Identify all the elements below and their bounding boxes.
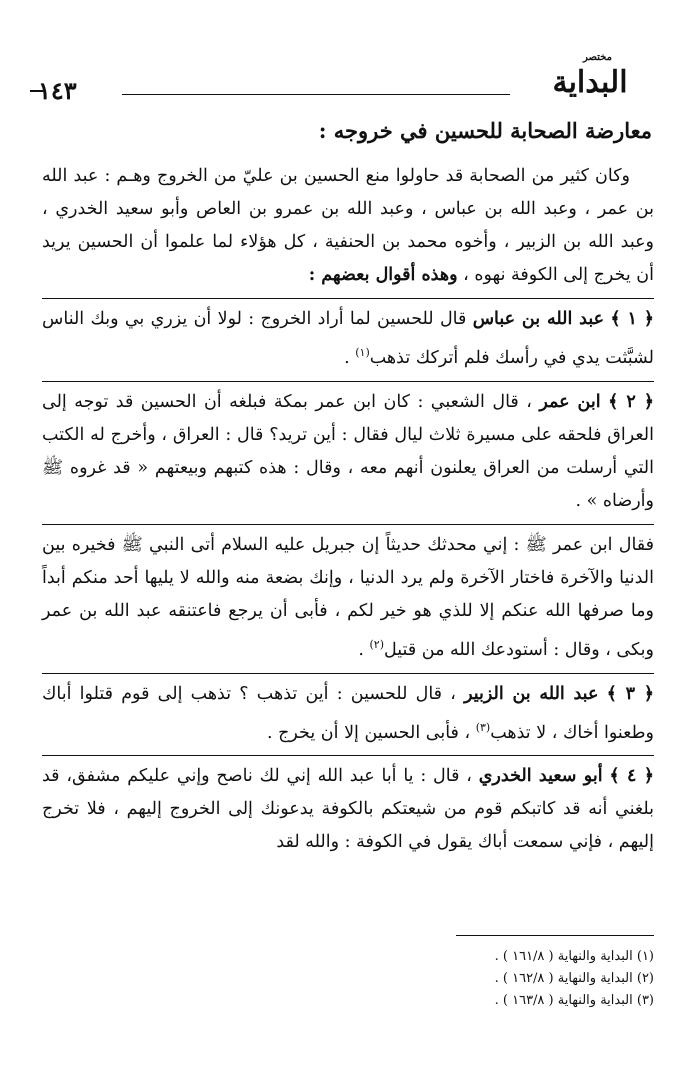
section-title: معارضة الصحابة للحسين في خروجه :: [318, 118, 652, 143]
footnote: (٣) البداية والنهاية ( ١٦٣/٨ ) .: [494, 993, 654, 1008]
item-4: [42, 760, 654, 859]
ibn-umar-paragraph: فقال ابن عمر ﷺ : إني محدثك حديثاً إن جبريل عليه السلام أتى النبي ﷺ فخيره بين الدنيا والآخرة فاختار الآخرة ولم يرد الدنيا ، وإنك بضعة منه والله لا يليها أحد منكم أبداً وما صرفها الله عنكم إلا للذي هو خير لكم ، فأبى أن يرجع فاعتنقه عبد الله بن عمر وبكى ، وقال : أستودعك الله من قتيل$^{(٢)}$ .: [42, 534, 654, 660]
item-text: قال للحسين لما أراد الخروج : لولا أن يزري بي وبك الناس لشبَّثت يدي في رأسك فلم أتركك تذهب: [42, 309, 654, 368]
item-2: [42, 386, 654, 518]
intro-text: وكان كثير من الصحابة قد حاولوا منع الحسين بن عليّ من الخروج وهـم : عبد الله بن عمر ، وعبد الله بن عباس ، وعبد الله بن عمرو بن العاص وأبو سعيد الخدري ، وعبد الله بن الزبير ، وأخوه محمد بن الحنفية ، كل هؤلاء لما علموا أن الحسين يريد أن يخرج إلى الكوفة نهوه ،: [42, 166, 654, 285]
item-marker: ﴿ ٤ ﴾: [609, 766, 654, 787]
footnote-ref: (٢): [369, 637, 384, 651]
item-text: ، قال : يا أبا عبد الله إني لك ناصح وإني عليكم مشفق، قد بلغني أنه قد كاتبكم قوم من شيعتكم بالكوفة يدعونك إلى الخروج إليهم ، فلا تخرج إليهم ، فإني سمعت أباك يقول في الكوفة : والله لقد: [42, 766, 654, 853]
body-text: [42, 160, 654, 859]
item-text: ، قال الشعبي : كان ابن عمر بمكة فبلغه أن الحسين قد توجه إلى العراق فلحقه على مسيرة ثلاث ليال فقال : أين تريد؟ قال : العراق ، وأخرج له الكتب التي أرسلت من العراق يعلنون أنهم معه ، وقال : هذه كتبهم وبيعتهم « قد غروه ﷺ وأرضاه » .: [42, 391, 654, 511]
item-marker: ﴿ ٣ ﴾: [606, 683, 654, 704]
footnote-ref: (١): [355, 346, 370, 359]
item-name: ابن عمر: [539, 391, 601, 412]
book-logo: [520, 54, 660, 110]
footnote: (١) البداية والنهاية ( ١٦١/٨ ) .: [494, 949, 654, 964]
logo-small-text: مختصر: [582, 52, 612, 63]
item-marker: ﴿ ٢ ﴾: [608, 391, 654, 412]
footnote-rule: [456, 935, 654, 936]
separator: [42, 298, 654, 299]
page-number: ١٤٣: [38, 76, 77, 105]
separator: [42, 673, 654, 674]
separator: [42, 381, 654, 382]
item-text: ، فأبى الحسين إلا أن يخرج .: [266, 722, 471, 743]
item-text: ، قال للحسين : أين تذهب ؟ تذهب إلى قوم قتلوا أباك وطعنوا أخاك ، لا تذهب: [42, 683, 654, 743]
footnote: (٢) البداية والنهاية ( ١٦٢/٨ ) .: [494, 971, 654, 986]
item-marker: ﴿ ١ ﴾: [610, 309, 654, 329]
logo-main-text: البداية: [552, 64, 628, 100]
header-rule: [122, 94, 510, 95]
item-name: عبد الله بن الزبير: [464, 683, 599, 704]
item-3: [42, 678, 654, 750]
separator: [42, 524, 654, 525]
item-name: أبو سعيد الخدري: [478, 766, 603, 787]
intro-paragraph: [42, 160, 654, 292]
footnotes: [254, 946, 654, 1012]
item-1: ﴿ ١ ﴾ عبد الله بن عباس قال للحسين لما أراد الخروج : لولا أن يزري بي وبك الناس لشبَّثت يدي في رأسك فلم أتركك تذهب$^{(١)}$ .: [42, 309, 654, 368]
intro-bold-text: وهذه أقوال بعضهم :: [308, 265, 458, 285]
footnote-ref: (٣): [475, 720, 491, 734]
ibn-umar-text: فقال ابن عمر ﷺ : إني محدثك حديثاً إن جبريل عليه السلام أتى النبي ﷺ فخيره بين الدنيا والآخرة فاختار الآخرة ولم يرد الدنيا ، وإنك بضعة منه والله لا يليها أحد منكم أبداً وما صرفها الله عنكم إلا للذي هو خير لكم ، فأبى أن يرجع فاعتنقه عبد الله بن عمر وبكى ، وقال : أستودعك الله من قتيل: [42, 534, 654, 660]
item-name: عبد الله بن عباس: [472, 309, 605, 329]
header-ornament: [30, 90, 44, 92]
separator: [42, 755, 654, 756]
page-header: [30, 54, 660, 114]
